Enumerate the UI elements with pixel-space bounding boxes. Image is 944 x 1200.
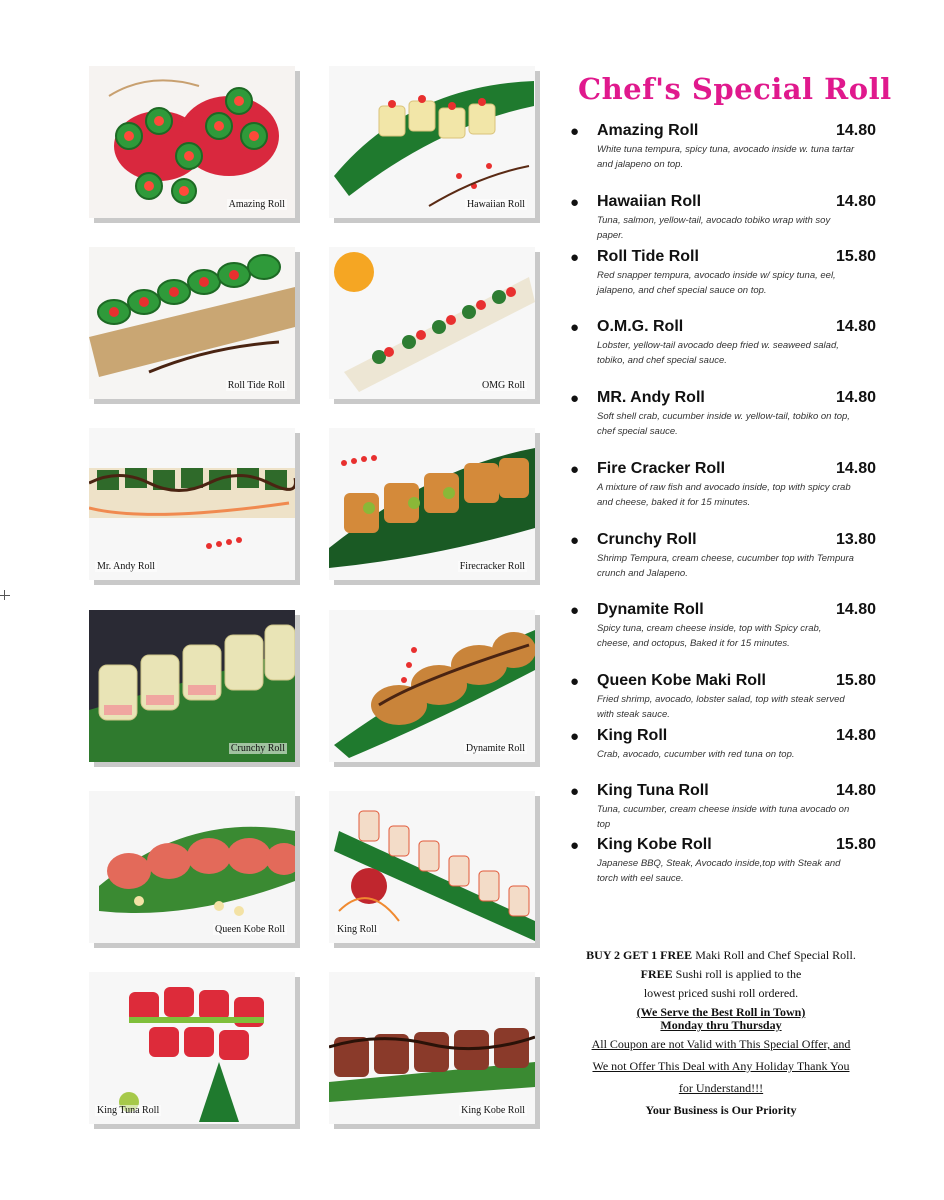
item-price: 14.80 (835, 122, 876, 139)
item-price: 14.80 (835, 460, 876, 477)
photo-caption: Dynamite Roll (465, 743, 525, 754)
king-roll-image (329, 791, 535, 943)
photo-caption: Amazing Roll (228, 199, 285, 210)
item-name: Hawaiian Roll (597, 193, 702, 210)
item-description: Japanese BBQ, Steak, Avocado inside,top with Steak and torch with eel sauce. (597, 858, 841, 884)
item-description: Fried shrimp, avocado, lobster salad, top with steak served with steak sauce. (597, 694, 845, 720)
photo-caption: Hawaiian Roll (466, 199, 525, 210)
bullet-icon: ● (570, 461, 580, 478)
promo-line-4: (We Serve the Best Roll in Town) (636, 1005, 806, 1019)
photo-caption: Mr. Andy Roll (97, 561, 156, 572)
item-description: Soft shell crab, cucumber inside w. yellow-tail, tobiko on top, chef special sauce. (597, 411, 850, 437)
queen-kobe-roll-image (89, 791, 295, 943)
item-name: MR. Andy Roll (597, 389, 705, 406)
item-name: Fire Cracker Roll (597, 460, 726, 477)
item-price: 14.80 (835, 318, 876, 335)
amazing-roll-image (89, 66, 295, 218)
promo-line-6: All Coupon are not Valid with This Special Offer, and (591, 1037, 851, 1051)
mr-andy-roll-image (89, 428, 295, 580)
photo-queen-kobe-roll (89, 791, 295, 943)
promo-line-3: lowest priced sushi roll ordered. (643, 986, 799, 1000)
item-name: Queen Kobe Maki Roll (597, 672, 766, 689)
bullet-icon: ● (570, 783, 580, 800)
item-price: 14.80 (835, 782, 876, 799)
hawaiian-roll-image (329, 66, 535, 218)
promo-line-9: Your Business is Our Priority (645, 1103, 797, 1117)
photo-omg-roll (329, 247, 535, 399)
item-price: 13.80 (835, 531, 876, 548)
photo-king-kobe-roll (329, 972, 535, 1124)
item-name: King Tuna Roll (597, 782, 709, 799)
crunchy-roll-image (89, 610, 295, 762)
promo-line-1: BUY 2 GET 1 FREE Maki Roll and Chef Special Roll. (586, 948, 856, 962)
firecracker-roll-image (329, 428, 535, 580)
photo-roll-tide-roll (89, 247, 295, 399)
photo-firecracker-roll (329, 428, 535, 580)
item-name: King Roll (597, 727, 668, 744)
item-price: 14.80 (835, 389, 876, 406)
dynamite-roll-image (329, 610, 535, 762)
photo-amazing-roll (89, 66, 295, 218)
bullet-icon: ● (570, 532, 580, 549)
photo-crunchy-roll (89, 610, 295, 762)
item-description: Tuna, salmon, yellow-tail, avocado tobiko wrap with soy paper. (597, 215, 831, 241)
omg-roll-image (329, 247, 535, 399)
item-description: White tuna tempura, spicy tuna, avocado inside w. tuna tartar and jalapeno on top. (597, 144, 855, 170)
king-kobe-roll-image (329, 972, 535, 1124)
photo-caption: King Roll (337, 924, 377, 935)
king-tuna-roll-image (89, 972, 295, 1124)
photo-caption: OMG Roll (481, 380, 525, 391)
photo-king-tuna-roll (89, 972, 295, 1124)
item-description: A mixture of raw fish and avocado inside, top with spicy crab and cheese, baked it for 15 minutes. (597, 482, 851, 508)
bullet-icon: ● (570, 249, 580, 266)
crop-mark (0, 595, 10, 596)
item-description: Spicy tuna, cream cheese inside, top with Spicy crab, cheese, and octopus, Baked it for 15 minutes. (597, 623, 822, 649)
photo-caption: King Tuna Roll (97, 1105, 160, 1116)
item-name: O.M.G. Roll (597, 318, 684, 335)
promo-line-7: We not Offer This Deal with Any Holiday Thank You (592, 1059, 850, 1073)
item-description: Shrimp Tempura, cream cheese, cucumber top with Tempura crunch and Jalapeno. (597, 553, 854, 579)
item-description: Tuna, cucumber, cream cheese inside with tuna avocado on top (597, 804, 850, 830)
item-name: King Kobe Roll (597, 836, 712, 853)
photo-dynamite-roll (329, 610, 535, 762)
bullet-icon: ● (570, 837, 580, 854)
item-name: Crunchy Roll (597, 531, 697, 548)
roll-tide-roll-image (89, 247, 295, 399)
photo-mr-andy-roll (89, 428, 295, 580)
promo-section (556, 946, 886, 1120)
item-name: Dynamite Roll (597, 601, 704, 618)
photo-caption: Firecracker Roll (459, 561, 525, 572)
item-price: 14.80 (835, 601, 876, 618)
bullet-icon: ● (570, 673, 580, 690)
bullet-icon: ● (570, 319, 580, 336)
item-price: 15.80 (835, 836, 876, 853)
bullet-icon: ● (570, 123, 580, 140)
menu-title: Chef's Special Roll (578, 72, 892, 106)
item-price: 15.80 (835, 248, 876, 265)
item-name: Roll Tide Roll (597, 248, 699, 265)
item-price: 15.80 (835, 672, 876, 689)
item-price: 14.80 (835, 727, 876, 744)
photo-king-roll (329, 791, 535, 943)
item-description: Lobster, yellow-tail avocado deep fried w. seaweed salad, tobiko, and chef special sauce. (597, 340, 839, 366)
photo-hawaiian-roll (329, 66, 535, 218)
bullet-icon: ● (570, 390, 580, 407)
photo-caption: Crunchy Roll (230, 743, 285, 754)
bullet-icon: ● (570, 602, 580, 619)
promo-line-2: FREE Sushi roll is applied to the (640, 967, 802, 981)
photo-caption: Queen Kobe Roll (215, 924, 285, 935)
bullet-icon: ● (570, 728, 580, 745)
promo-line-5: Monday thru Thursday (660, 1018, 782, 1032)
item-price: 14.80 (835, 193, 876, 210)
item-name: Amazing Roll (597, 122, 699, 139)
item-description: Red snapper tempura, avocado inside w/ spicy tuna, eel, jalapeno, and chef special sauce on top. (597, 270, 836, 296)
item-description: Crab, avocado, cucumber with red tuna on top. (597, 749, 795, 760)
crop-mark (4, 590, 5, 600)
photo-caption: King Kobe Roll (461, 1105, 525, 1116)
bullet-icon: ● (570, 194, 580, 211)
photo-caption: Roll Tide Roll (227, 380, 285, 391)
promo-line-8: for Understand!!! (678, 1081, 764, 1095)
